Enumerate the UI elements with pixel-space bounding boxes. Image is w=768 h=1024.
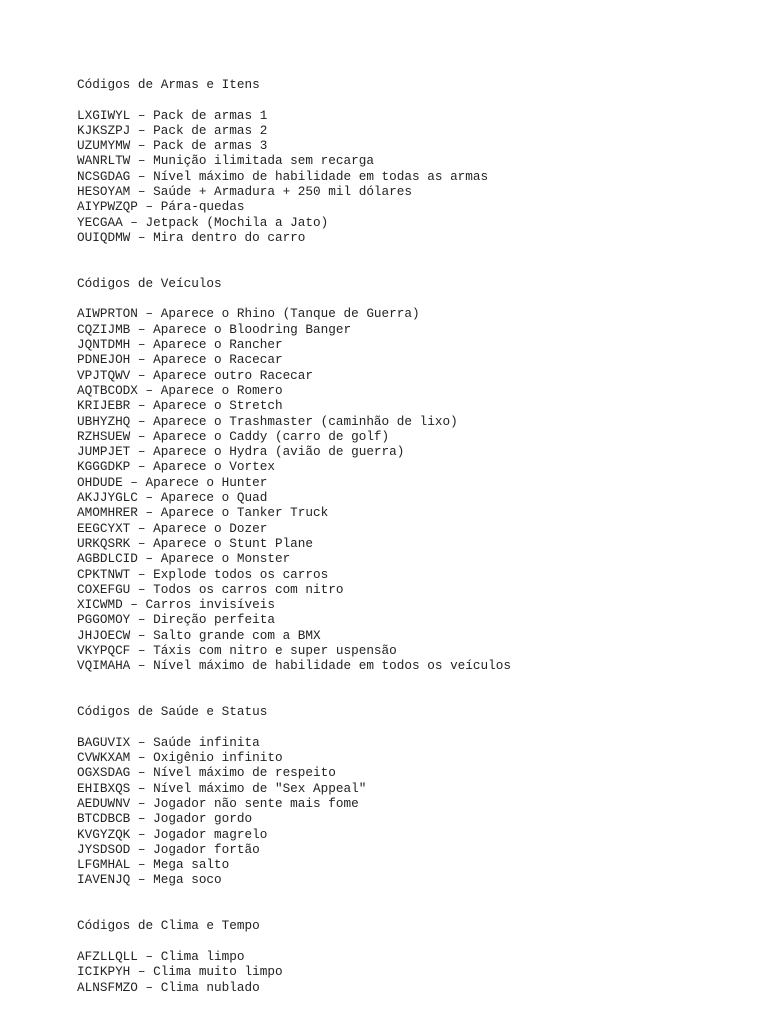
list-item: LFGMHAL – Mega salto bbox=[77, 857, 230, 873]
list-item: UZUMYMW – Pack de armas 3 bbox=[77, 138, 268, 154]
list-item: AMOMHRER – Aparece o Tanker Truck bbox=[77, 505, 329, 521]
list-item: IAVENJQ – Mega soco bbox=[77, 872, 222, 888]
list-item: JUMPJET – Aparece o Hydra (avião de guerra) bbox=[77, 444, 405, 460]
section-title: Códigos de Armas e Itens bbox=[77, 77, 260, 92]
list-item: AKJJYGLC – Aparece o Quad bbox=[77, 490, 268, 506]
list-item: LXGIWYL – Pack de armas 1 bbox=[77, 107, 268, 123]
list-item: KJKSZPJ – Pack de armas 2 bbox=[77, 122, 268, 138]
list-item: WANRLTW – Munição ilimitada sem recarga bbox=[77, 153, 374, 169]
list-item: AFZLLQLL – Clima limpo bbox=[77, 948, 245, 964]
section-armas-itens bbox=[77, 77, 737, 245]
list-item: AIYPWZQP – Pára-quedas bbox=[77, 199, 245, 215]
list-item: BTCDBCB – Jogador gordo bbox=[77, 811, 253, 827]
list-item: KRIJEBR – Aparece o Stretch bbox=[77, 398, 283, 414]
document-page bbox=[77, 77, 737, 995]
list-item: AIWPRTON – Aparece o Rhino (Tanque de Guerra) bbox=[77, 306, 420, 322]
list-item: VKYPQCF – Táxis com nitro e super uspensão bbox=[77, 642, 397, 658]
list-item: CQZIJMB – Aparece o Bloodring Banger bbox=[77, 321, 352, 337]
list-item: COXEFGU – Todos os carros com nitro bbox=[77, 581, 344, 597]
list-item: AEDUWNV – Jogador não sente mais fome bbox=[77, 795, 359, 811]
section-veiculos bbox=[77, 276, 737, 674]
list-item: CVWKXAM – Oxigênio infinito bbox=[77, 750, 283, 766]
list-item: EHIBXQS – Nível máximo de "Sex Appeal" bbox=[77, 780, 367, 796]
section-title: Códigos de Veículos bbox=[77, 275, 222, 291]
list-item: AQTBCODX – Aparece o Romero bbox=[77, 382, 283, 398]
list-item: YECGAA – Jetpack (Mochila a Jato) bbox=[77, 214, 329, 230]
list-item: EEGCYXT – Aparece o Dozer bbox=[77, 520, 268, 536]
list-item: ALNSFMZO – Clima nublado bbox=[77, 979, 260, 995]
list-item: PGGOMOY – Direção perfeita bbox=[77, 612, 275, 628]
list-item: JQNTDMH – Aparece o Rancher bbox=[77, 337, 283, 353]
list-item: OGXSDAG – Nível máximo de respeito bbox=[77, 765, 336, 781]
list-item: VPJTQWV – Aparece outro Racecar bbox=[77, 367, 314, 383]
list-item: UBHYZHQ – Aparece o Trashmaster (caminhão de lixo) bbox=[77, 413, 458, 429]
list-item: BAGUVIX – Saúde infinita bbox=[77, 734, 260, 750]
list-item: VQIMAHA – Nível máximo de habilidade em todos os veículos bbox=[77, 658, 511, 674]
list-item: URKQSRK – Aparece o Stunt Plane bbox=[77, 535, 314, 551]
list-item: JHJOECW – Salto grande com a BMX bbox=[77, 627, 321, 643]
list-item: ICIKPYH – Clima muito limpo bbox=[77, 964, 283, 980]
list-item: XICWMD – Carros invisíveis bbox=[77, 597, 275, 613]
list-item: OHDUDE – Aparece o Hunter bbox=[77, 474, 268, 490]
list-item: KVGYZQK – Jogador magrelo bbox=[77, 826, 268, 842]
list-item: NCSGDAG – Nível máximo de habilidade em todas as armas bbox=[77, 168, 489, 184]
list-item: AGBDLCID – Aparece o Monster bbox=[77, 551, 291, 567]
section-saude-status bbox=[77, 704, 737, 888]
list-item: HESOYAM – Saúde + Armadura + 250 mil dólares bbox=[77, 184, 413, 200]
section-title: Códigos de Clima e Tempo bbox=[77, 918, 260, 934]
list-item: KGGGDKP – Aparece o Vortex bbox=[77, 459, 275, 475]
list-item: JYSDSOD – Jogador fortão bbox=[77, 841, 260, 857]
list-item: CPKTNWT – Explode todos os carros bbox=[77, 566, 329, 582]
list-item: PDNEJOH – Aparece o Racecar bbox=[77, 352, 283, 368]
list-item: OUIQDMW – Mira dentro do carro bbox=[77, 229, 306, 245]
section-title: Códigos de Saúde e Status bbox=[77, 704, 268, 720]
section-clima-tempo bbox=[77, 918, 737, 994]
list-item: RZHSUEW – Aparece o Caddy (carro de golf) bbox=[77, 428, 390, 444]
